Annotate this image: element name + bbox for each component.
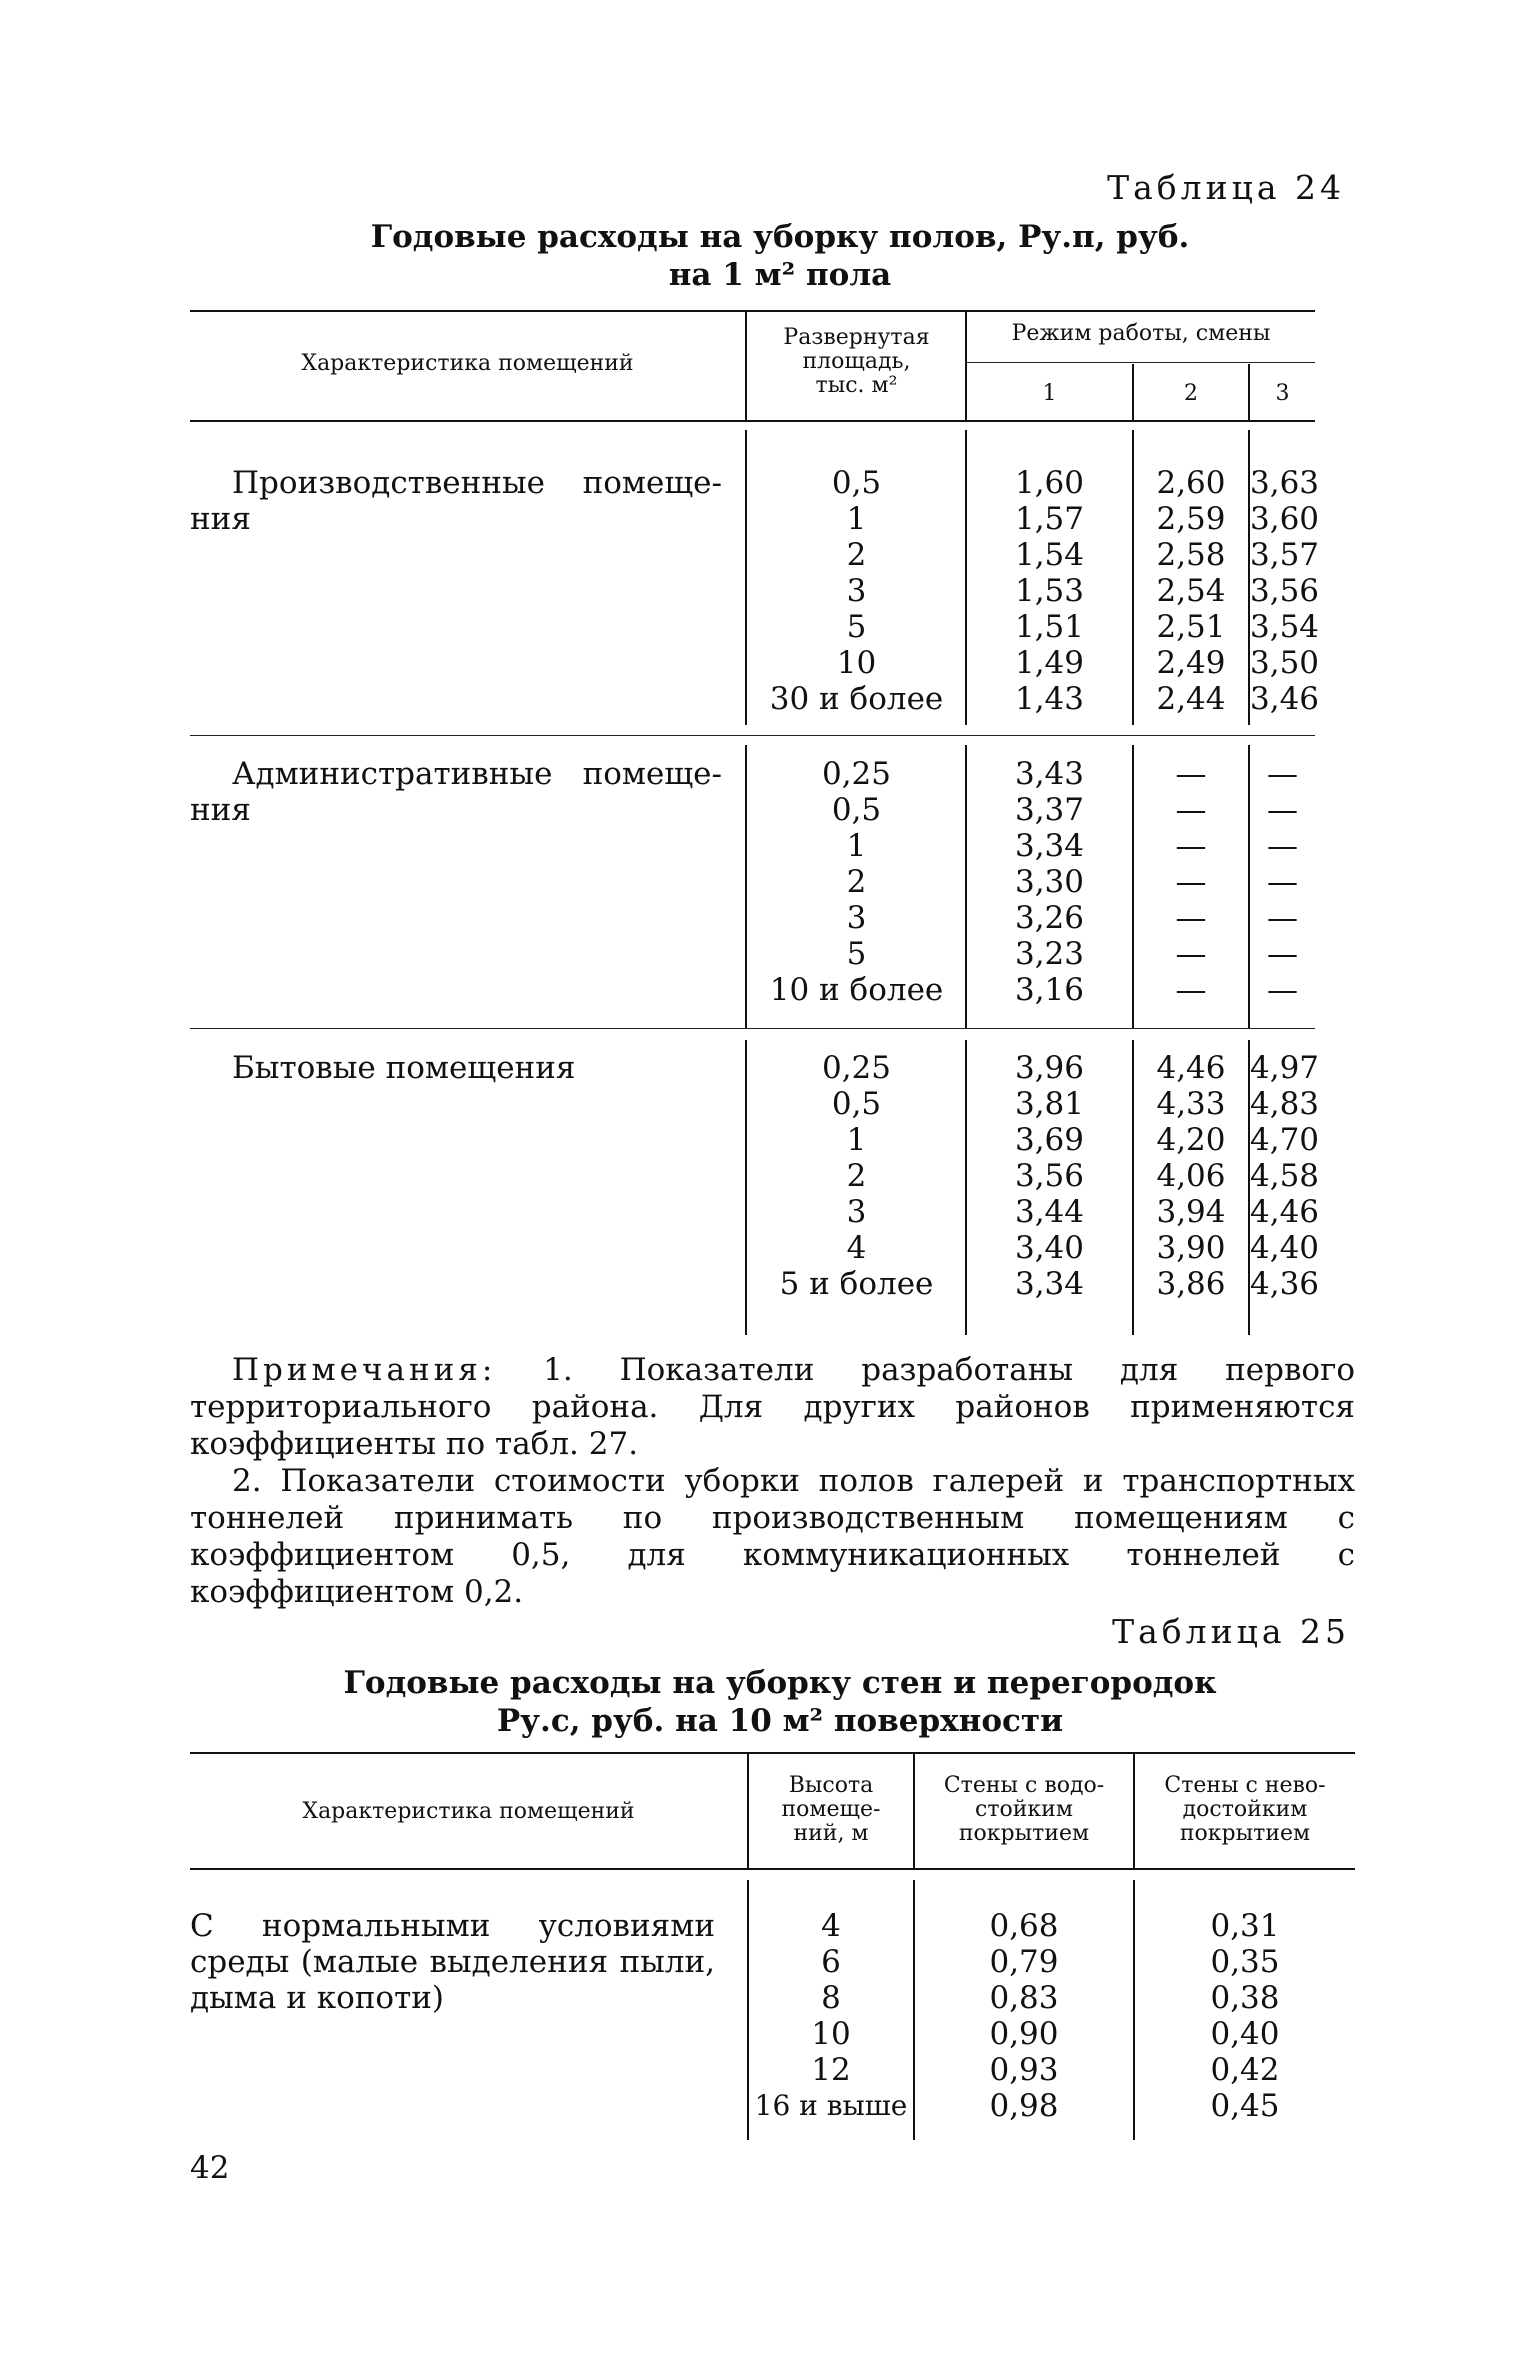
table25-title xyxy=(280,1664,1280,1740)
note-1: Примечания: 1. Показатели разработаны для первого территориального района. Для других районов применяются коэффициенты по табл. 27. xyxy=(190,1352,1355,1462)
table24-shift2-col: 2,60 2,59 2,58 2,54 2,51 2,49 2,44 xyxy=(1156,465,1226,717)
table24-title-line1: Годовые расходы на уборку полов, Pу.п, руб. xyxy=(370,219,1190,255)
table25-waterproof-col: 0,68 0,79 0,83 0,90 0,93 0,98 xyxy=(989,1908,1059,2124)
table24-area-col: 0,25 0,5 1 2 3 5 10 и более xyxy=(769,756,944,1008)
table24-head-characteristic: Характеристика помещений xyxy=(301,351,634,376)
table25-row-label: С нормальными условиями среды (малые выделения пыли, дыма и копоти) xyxy=(190,1908,715,2016)
table25-title-line1: Годовые расходы на уборку стен и перегородок xyxy=(343,1665,1217,1701)
table24-shift1-col: 3,43 3,37 3,34 3,30 3,26 3,23 3,16 xyxy=(1014,756,1085,1008)
table24-head-mode: Режим работы, смены xyxy=(1011,321,1271,346)
notes-heading: Примечания: xyxy=(232,1352,497,1388)
table24-head-shift-1: 1 xyxy=(1042,381,1057,406)
table25-label: Таблица 25 xyxy=(1112,1612,1350,1651)
table24-shift1-col: 1,60 1,57 1,54 1,53 1,51 1,49 1,43 xyxy=(1014,465,1085,717)
table25-title-line2: Pу.с, руб. на 10 м² поверхности xyxy=(496,1703,1064,1739)
table24-shift3-col: 4,97 4,83 4,70 4,58 4,46 4,40 4,36 xyxy=(1250,1050,1320,1302)
page-number: 42 xyxy=(190,2150,230,2186)
table24-label: Таблица 24 xyxy=(1107,168,1345,207)
table24-group-label: Административные помеще- ния xyxy=(190,756,722,828)
table25-head-waterproof: Стены с водо- стойким покрытием xyxy=(943,1773,1105,1846)
table24-area-col: 0,25 0,5 1 2 3 4 5 и более xyxy=(779,1050,934,1302)
table24-head-shift-2: 2 xyxy=(1184,381,1198,406)
table25-head-nonwaterproof: Стены с нево- достойким покрытием xyxy=(1164,1773,1326,1846)
table25-head-height: Высота помеще- ний, м xyxy=(781,1773,881,1846)
table24-shift2-col: — — — — — — — xyxy=(1175,756,1207,1008)
table25-nonwaterproof-col: 0,31 0,35 0,38 0,40 0,42 0,45 xyxy=(1210,1908,1280,2124)
notes xyxy=(190,1352,1355,1611)
table24-title-line2: на 1 м² пола xyxy=(668,257,892,293)
table24-group-label: Производственные помеще- ния xyxy=(190,465,722,537)
table24-head-shift-3: 3 xyxy=(1275,381,1290,406)
table24-shift3-col: 3,63 3,60 3,57 3,56 3,54 3,50 3,46 xyxy=(1250,465,1320,717)
table25-height-col: 4 6 8 10 12 16 и выше xyxy=(754,1908,908,2122)
table24-group-label: Бытовые помещения xyxy=(232,1050,576,1086)
table24-area-col: 0,5 1 2 3 5 10 30 и более xyxy=(769,465,944,717)
table24-head-area: Развернутая площадь, тыс. м² xyxy=(783,325,930,398)
table25-head-characteristic: Характеристика помещений xyxy=(302,1799,635,1824)
table24-shift1-col: 3,96 3,81 3,69 3,56 3,44 3,40 3,34 xyxy=(1014,1050,1085,1302)
table24-shift3-col: — — — — — — — xyxy=(1267,756,1298,1008)
table24-shift2-col: 4,46 4,33 4,20 4,06 3,94 3,90 3,86 xyxy=(1156,1050,1226,1302)
note-2: 2. Показатели стоимости уборки полов галерей и транспортных тоннелей принимать по производственным помещениям с коэффициентом 0,5, для коммуникационных тоннелей с коэффициентом 0,2. xyxy=(190,1463,1355,1610)
table24-title xyxy=(300,218,1260,294)
